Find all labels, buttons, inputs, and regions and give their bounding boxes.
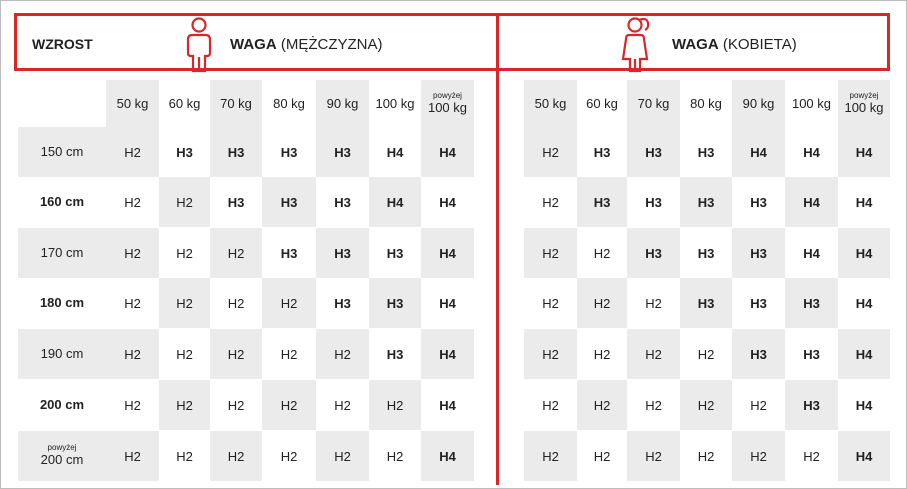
male-weight-title [230,36,383,53]
female-table-cell: H3 [697,245,715,261]
male-table-cell: H4 [421,329,474,379]
height-label-text: 200 cm [39,396,85,412]
female-weight-header [627,80,680,127]
male-table-cell: H2 [124,194,141,210]
female-table-cell: H3 [593,144,611,160]
male-table-cell: H2 [176,448,193,464]
female-weight-header [524,80,577,127]
male-table-cell: H2 [106,127,159,177]
male-table-cell: H2 [124,295,141,311]
male-table-cell: H2 [316,431,369,481]
male-table-cell: H3 [262,177,316,227]
male-table-cell: H4 [421,228,474,278]
male-weight-header [210,80,262,127]
female-table-cell: H3 [645,194,662,210]
female-table-cell: H2 [645,295,662,311]
male-table-cell: H2 [210,228,262,278]
female-title-rest: (KOBIETA) [718,36,797,53]
female-table-cell: H2 [803,448,820,464]
male-weight-header [421,80,474,127]
height-row-label [18,431,106,481]
female-table-cell: H2 [627,431,680,481]
male-table-cell: H2 [262,380,316,430]
male-title-rest: (MĘŻCZYZNA) [276,36,383,53]
male-table-cell: H2 [280,448,298,464]
female-table-cell: H3 [697,144,715,160]
male-table-cell: H2 [210,431,262,481]
male-table-cell: H2 [159,380,210,430]
female-table-cell: H2 [577,278,627,328]
male-table-cell: H3 [386,346,404,362]
height-label-text: 170 cm [40,244,84,260]
female-table-cell: H2 [627,329,680,379]
female-table-cell: H2 [593,245,611,261]
height-label-text: 190 cm [40,345,84,361]
male-table-cell: H4 [421,127,474,177]
male-weight-header [159,80,210,127]
female-table-cell: H3 [785,278,838,328]
male-figure-icon [183,13,215,75]
female-table-cell: H3 [803,346,820,362]
male-table-cell: H4 [421,431,474,481]
female-table-cell: H2 [697,448,715,464]
female-figure-icon [619,13,655,75]
height-row-label [18,329,106,379]
female-table-cell: H3 [750,194,767,210]
female-table-cell: H4 [838,228,890,278]
female-table-cell: H2 [697,346,715,362]
female-weight-header [732,80,785,127]
male-table-cell: H2 [124,397,141,413]
height-label-prefix: powyżej [47,443,77,453]
male-table-cell: H2 [106,329,159,379]
female-weight-header [785,80,838,127]
male-weight-header [316,80,369,127]
height-label-text: 180 cm [39,294,85,310]
weight-header-label: 80 kg [690,95,722,111]
height-row-label [18,278,106,328]
female-weight-title [672,36,797,53]
height-label-text: 150 cm [40,143,84,159]
weight-header-label: 100 kg [791,95,832,111]
female-table-cell: H2 [524,329,577,379]
female-weight-header [577,80,627,127]
female-table-cell: H4 [785,177,838,227]
female-table-cell: H4 [838,431,890,481]
height-row-label [18,177,106,227]
weight-header-label: 50 kg [534,95,567,111]
female-table-cell: H3 [627,228,680,278]
female-table-cell: H4 [732,127,785,177]
weight-header-label: 70 kg [637,95,670,111]
male-table-cell: H4 [386,144,404,160]
male-table-cell: H3 [316,127,369,177]
male-table-cell: H2 [227,295,245,311]
weight-header-label: 90 kg [326,95,359,111]
male-table-cell: H2 [227,397,245,413]
height-row-label [18,127,106,177]
female-table-cell: H2 [577,380,627,430]
female-table-cell: H4 [838,329,890,379]
female-table-cell: H3 [732,329,785,379]
male-weight-header [262,80,316,127]
male-table-cell: H2 [280,346,298,362]
female-table-cell: H4 [855,295,873,311]
female-table-cell: H3 [627,127,680,177]
female-table-cell: H4 [855,397,873,413]
female-title-bold: WAGA [672,36,719,53]
female-table-cell: H2 [593,448,611,464]
height-row-label [18,380,106,430]
male-table-cell: H3 [369,278,421,328]
female-table-cell: H4 [803,144,820,160]
male-table-cell: H3 [316,228,369,278]
female-table-cell: H2 [732,431,785,481]
male-table-cell: H3 [280,144,298,160]
female-table-cell: H2 [750,397,767,413]
female-table-cell: H2 [542,194,559,210]
male-table-cell: H2 [159,278,210,328]
weight-header-label: 60 kg [168,95,201,111]
weight-header-label: 100 kg [844,99,884,115]
female-table-cell: H2 [680,380,732,430]
weight-header-label: 100 kg [375,95,415,111]
male-table-cell: H2 [316,329,369,379]
male-weight-header [106,80,159,127]
male-table-cell: H2 [159,177,210,227]
weight-header-label: 90 kg [742,95,775,111]
female-weight-header [838,80,890,127]
height-label-text: 160 cm [39,193,85,209]
female-table-cell: H3 [577,177,627,227]
male-table-cell: H3 [334,194,351,210]
male-table-cell: H3 [334,295,351,311]
female-table-cell: H2 [542,397,559,413]
male-table-cell: H2 [106,228,159,278]
weight-header-prefix: powyżej [433,91,462,101]
male-table-cell: H3 [280,245,298,261]
male-table-cell: H2 [176,346,193,362]
female-table-cell: H4 [838,127,890,177]
female-table-cell: H3 [785,380,838,430]
female-table-cell: H2 [524,431,577,481]
height-label-text: 200 cm [40,452,84,468]
female-table-cell: H3 [680,177,732,227]
female-table-cell: H3 [750,295,767,311]
female-table-cell: H2 [645,397,662,413]
female-table-cell: H2 [524,228,577,278]
male-table-cell: H2 [106,431,159,481]
female-table-cell: H4 [803,245,820,261]
male-table-cell: H2 [262,278,316,328]
male-table-cell: H3 [386,245,404,261]
female-table-cell: H3 [680,278,732,328]
female-table-cell: H3 [732,228,785,278]
female-table-cell: H2 [524,127,577,177]
weight-header-prefix: powyżej [849,91,879,101]
male-table-cell: H4 [439,397,456,413]
male-table-cell: H2 [176,245,193,261]
male-table-cell: H4 [439,295,456,311]
female-table-cell: H4 [855,194,873,210]
male-table-cell: H2 [369,380,421,430]
male-table-cell: H2 [386,448,404,464]
height-row-label [18,228,106,278]
weight-header-label: 80 kg [273,95,305,111]
male-table-cell: H2 [334,397,351,413]
male-table-cell: H3 [227,194,245,210]
male-table-cell: H3 [176,144,193,160]
weight-header-label: 50 kg [116,95,149,111]
male-table-cell: H2 [210,329,262,379]
male-table-cell: H4 [439,194,456,210]
male-table-cell: H3 [210,127,262,177]
section-divider [496,13,499,485]
male-weight-header [369,80,421,127]
weight-header-label: 60 kg [586,95,618,111]
female-table-cell: H2 [593,346,611,362]
height-label: WZROST [32,36,93,52]
female-weight-header [680,80,732,127]
female-table-cell: H2 [542,295,559,311]
male-table-cell: H4 [369,177,421,227]
weight-header-label: 100 kg [427,99,468,115]
weight-header-label: 70 kg [220,95,252,111]
male-title-bold: WAGA [230,36,277,53]
